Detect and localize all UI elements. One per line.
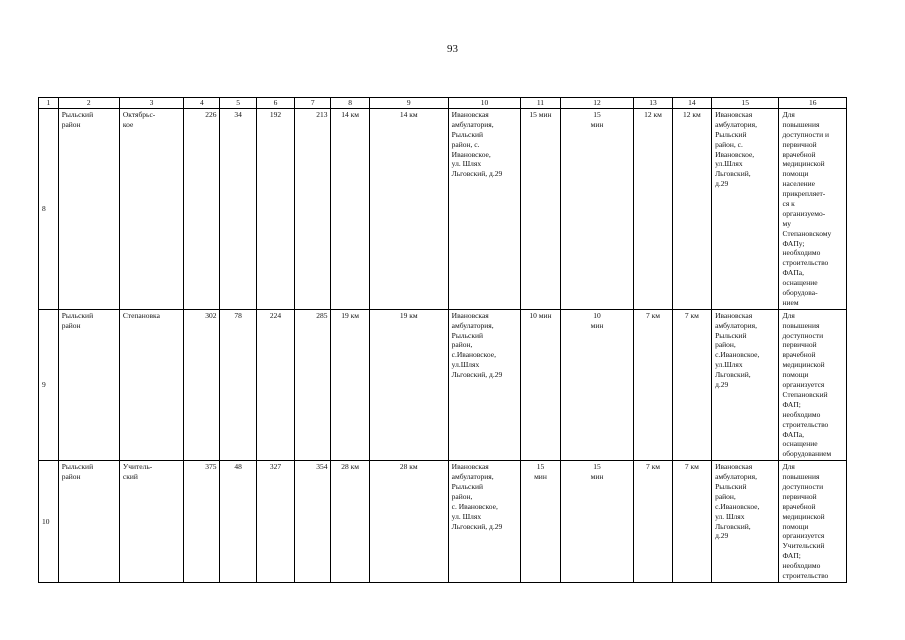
header-cell: 3 (119, 98, 183, 109)
value-cell: 354 (295, 461, 331, 583)
facility-cell: Ивановская амбулатория, Рыльский район, с.Ивановское, ул. Шлях Льговский, д.29 (712, 461, 779, 583)
value-cell: 34 (220, 109, 256, 310)
distance-cell: 14 км (369, 109, 448, 310)
facility-cell: Ивановская амбулатория, Рыльский район, с. Ивановское, ул. Шлях Льговский, д.29 (448, 109, 521, 310)
header-row (39, 98, 847, 109)
time-cell: 15 мин (521, 461, 560, 583)
district-cell: Рыльский район (58, 461, 119, 583)
row-number: 10 (39, 461, 59, 583)
distance-cell: 12 км (672, 109, 711, 310)
distance-cell: 19 км (369, 309, 448, 460)
time-cell: 15 мин (560, 461, 634, 583)
header-cell: 10 (448, 98, 521, 109)
header-cell: 1 (39, 98, 59, 109)
settlement-cell: Октябрьс- кое (119, 109, 183, 310)
header-cell: 7 (295, 98, 331, 109)
header-cell: 15 (712, 98, 779, 109)
distance-cell: 12 км (634, 109, 672, 310)
header-cell: 13 (634, 98, 672, 109)
facility-cell: Ивановская амбулатория, Рыльский район, с.Ивановское, ул.Шлях Льговский, д.29 (712, 309, 779, 460)
header-cell: 8 (331, 98, 369, 109)
header-cell: 9 (369, 98, 448, 109)
value-cell: 285 (295, 309, 331, 460)
table-row (39, 461, 847, 583)
time-cell: 10 мин (560, 309, 634, 460)
facility-cell: Ивановская амбулатория, Рыльский район, с.Ивановское, ул.Шлях Льговский, д.29 (448, 309, 521, 460)
table-row (39, 109, 847, 310)
value-cell: 224 (256, 309, 294, 460)
page-number: 93 (447, 43, 458, 55)
distance-cell: 7 км (672, 309, 711, 460)
value-cell: 78 (220, 309, 256, 460)
data-table (38, 97, 847, 583)
value-cell: 192 (256, 109, 294, 310)
settlement-cell: Учитель- ский (119, 461, 183, 583)
distance-cell: 28 км (331, 461, 369, 583)
value-cell: 302 (184, 309, 220, 460)
note-cell: Для повышения доступности и первичной врачебной медицинской помощи население прикрепляет- ся к организуемо- му Степановскому ФАПу; необходимо строительство ФАПа, оснащение оборудова- нием (779, 109, 847, 310)
settlement-cell: Степановка (119, 309, 183, 460)
distance-cell: 28 км (369, 461, 448, 583)
header-cell: 14 (672, 98, 711, 109)
facility-cell: Ивановская амбулатория, Рыльский район, с. Ивановское, ул.Шлях Льговский, д.29 (712, 109, 779, 310)
facility-cell: Ивановская амбулатория, Рыльский район, с. Ивановское, ул. Шлях Льговский, д.29 (448, 461, 521, 583)
table-row (39, 309, 847, 460)
time-cell: 15 мин (560, 109, 634, 310)
time-cell: 15 мин (521, 109, 560, 310)
header-cell: 5 (220, 98, 256, 109)
time-cell: 10 мин (521, 309, 560, 460)
header-cell: 12 (560, 98, 634, 109)
header-cell: 16 (779, 98, 847, 109)
value-cell: 375 (184, 461, 220, 583)
value-cell: 327 (256, 461, 294, 583)
value-cell: 226 (184, 109, 220, 310)
row-number: 9 (39, 309, 59, 460)
header-cell: 6 (256, 98, 294, 109)
row-number: 8 (39, 109, 59, 310)
district-cell: Рыльский район (58, 309, 119, 460)
distance-cell: 19 км (331, 309, 369, 460)
distance-cell: 14 км (331, 109, 369, 310)
distance-cell: 7 км (672, 461, 711, 583)
header-cell: 11 (521, 98, 560, 109)
district-cell: Рыльский район (58, 109, 119, 310)
note-cell: Для повышения доступности первичной врачебной медицинской помощи организуется Степановский ФАП; необходимо строительство ФАПа, оснащение оборудованием (779, 309, 847, 460)
value-cell: 213 (295, 109, 331, 310)
header-cell: 4 (184, 98, 220, 109)
header-cell: 2 (58, 98, 119, 109)
distance-cell: 7 км (634, 309, 672, 460)
value-cell: 48 (220, 461, 256, 583)
distance-cell: 7 км (634, 461, 672, 583)
note-cell: Для повышения доступности первичной врачебной медицинской помощи организуется Учительский ФАП; необходимо строительство (779, 461, 847, 583)
